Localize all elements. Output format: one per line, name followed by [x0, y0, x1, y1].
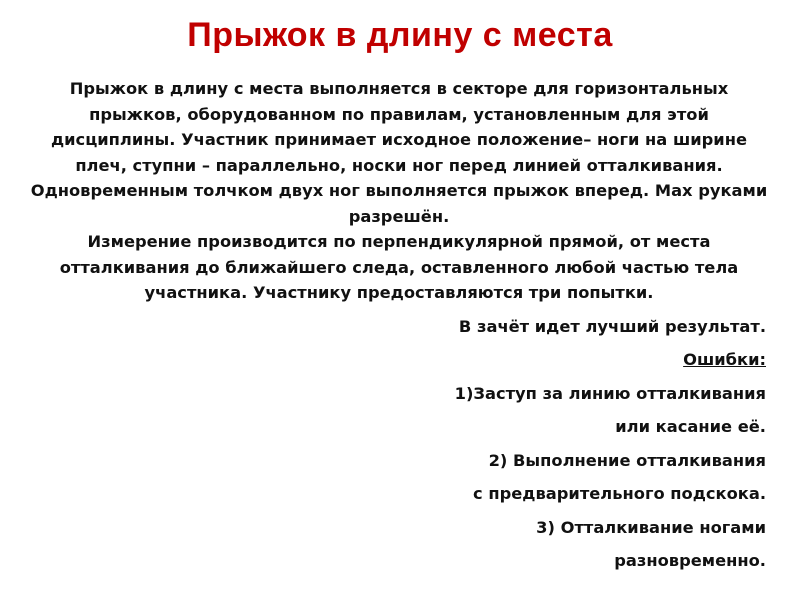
- paragraph-technique: Прыжок в длину с места выполняется в секторе для горизонтальных прыжков, оборудованном по правилам, установленным для этой дисциплины. Участник принимает исходное положение– ноги на ширине плеч, ступни – параллельно, носки ног перед линией отталкивания. Одновременным толчком двух ног выполняется прыжок вперед. Мах руками разрешён.: [30, 79, 768, 226]
- best-result-note: В зачёт идет лучший результат.: [458, 316, 766, 336]
- paragraph-measurement: Измерение производится по перпендикулярной прямой, от места отталкивания до ближайшего следа, оставленного любой частью тела участника. Участнику предоставляются три попытки.: [59, 232, 739, 302]
- errors-heading: Ошибки:: [683, 350, 766, 369]
- error-line: 1)Заступ за линию отталкивания: [454, 383, 766, 403]
- error-line: с предварительного подскока.: [473, 484, 766, 503]
- error-line: или касание её.: [615, 417, 766, 436]
- error-line: 3) Отталкивание ногами: [536, 517, 766, 537]
- slide-title: Прыжок в длину с места: [187, 16, 613, 54]
- slide-body: [28, 76, 770, 574]
- error-line: 2) Выполнение отталкивания: [488, 450, 766, 470]
- error-line: разновременно.: [614, 551, 766, 570]
